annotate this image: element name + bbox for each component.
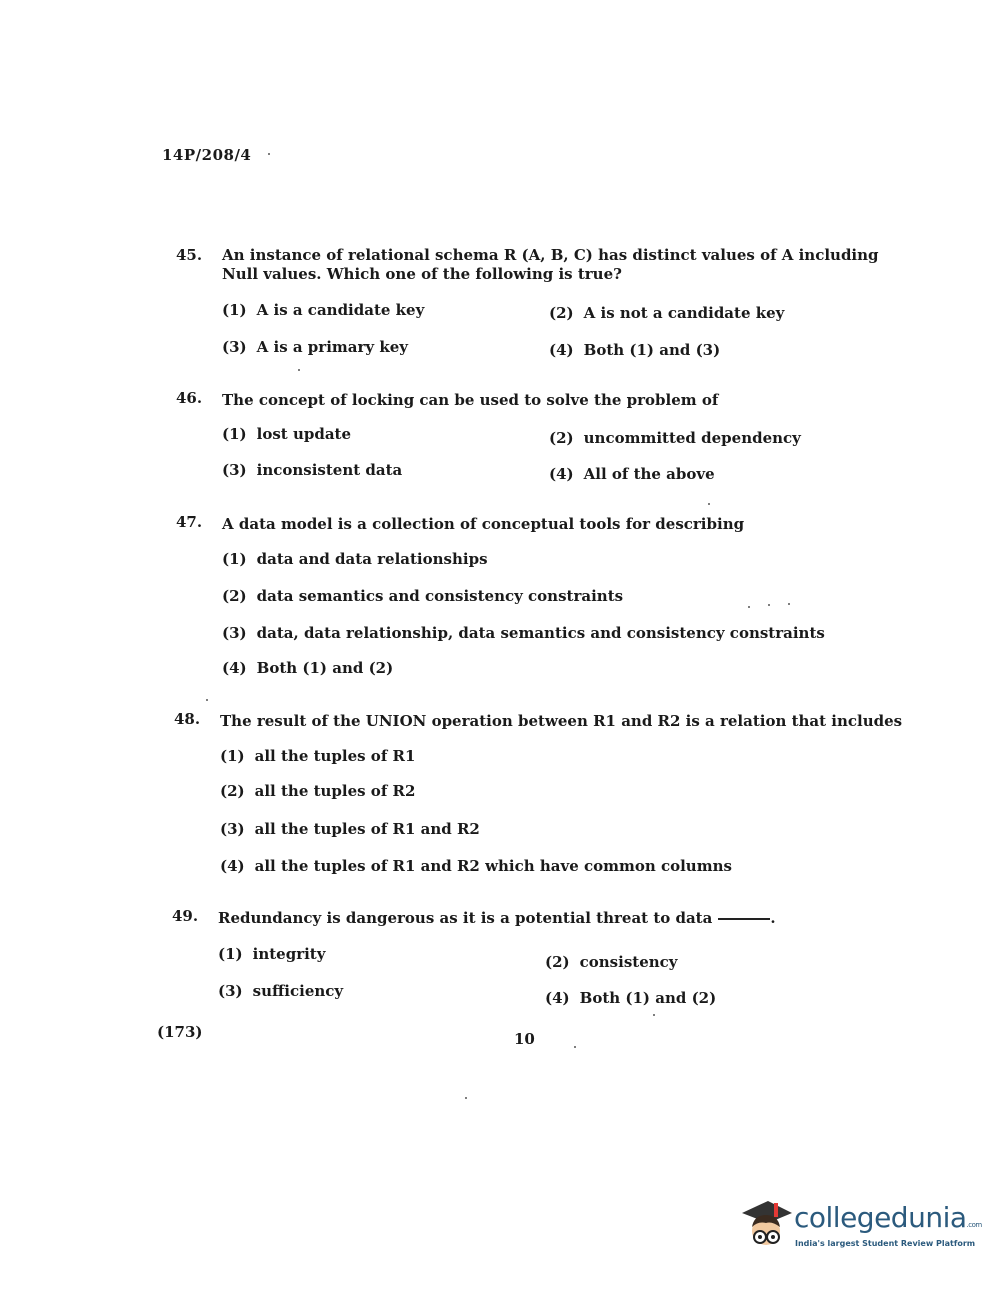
option-3 [222,461,402,479]
option-4 [549,465,715,483]
question-number: 47. [176,513,203,531]
logo-suffix: .com [966,1221,982,1229]
option-text: consistency [579,953,678,971]
option-3 [222,338,408,356]
option-number: (3) [220,820,245,838]
option-text: sufficiency [252,982,344,1000]
option-text: A is a candidate key [256,301,425,319]
footer-code: (173) [157,1023,203,1041]
scan-speck [748,606,750,608]
option-number: (3) [222,624,247,642]
option-number: (1) [222,550,247,568]
option-text: integrity [252,945,326,963]
option-number: (4) [545,989,570,1007]
option-text: all the tuples of R1 and R2 [254,820,480,838]
option-number: (2) [549,304,574,322]
option-text: all the tuples of R1 and R2 which have common columns [254,857,732,875]
option-number: (1) [218,945,243,963]
option-text: inconsistent data [256,461,403,479]
option-3 [218,982,343,1000]
option-number: (3) [222,338,247,356]
option-3 [222,624,825,642]
option-number: (2) [222,587,247,605]
option-number: (4) [549,465,574,483]
option-1 [222,301,424,319]
option-number: (1) [222,301,247,319]
question-text: An instance of relational schema R (A, B, C) has distinct values of A including Null values. Which one of the following is true? [222,246,879,283]
option-1 [222,425,351,443]
mascot-icon [738,1197,794,1255]
option-2 [549,304,784,322]
question-text: The result of the UNION operation between R1 and R2 is a relation that includes [220,712,903,730]
option-text: Both (1) and (3) [583,341,721,359]
question-text: A data model is a collection of conceptual tools for describing [222,515,745,533]
option-number: (4) [222,659,247,677]
option-text: A is not a candidate key [583,304,785,322]
option-text: all the tuples of R1 [254,747,416,765]
option-2 [222,587,623,605]
option-4 [222,659,393,677]
question-text: The concept of locking can be used to solve the problem of [222,391,719,409]
scan-speck [465,1097,467,1099]
question-number: 45. [176,246,203,264]
option-text: all the tuples of R2 [254,782,416,800]
option-1 [222,550,488,568]
question-number: 49. [172,907,199,925]
option-1 [220,747,415,765]
option-number: (1) [222,425,247,443]
logo-name: collegedunia [794,1201,967,1234]
option-1 [218,945,325,963]
option-4 [549,341,720,359]
option-4 [220,857,732,875]
option-text: uncommitted dependency [583,429,801,447]
option-text: Both (1) and (2) [256,659,394,677]
scan-speck [206,699,208,701]
page-number: 10 [514,1030,535,1048]
question-number: 46. [176,389,203,407]
question-text-content: Redundancy is dangerous as it is a potential threat to data [218,909,713,927]
scan-speck [708,503,710,505]
option-text: A is a primary key [256,338,408,356]
collegedunia-logo [738,1197,982,1257]
option-number: (1) [220,747,245,765]
blank-line [718,918,770,920]
logo-tagline: India's largest Student Review Platform [795,1239,976,1248]
option-text: lost update [256,425,352,443]
option-number: (3) [222,461,247,479]
option-number: (2) [220,782,245,800]
option-number: (4) [549,341,574,359]
option-2 [545,953,678,971]
option-2 [549,429,801,447]
scan-speck [268,153,270,155]
option-number: (2) [545,953,570,971]
option-text: data and data relationships [256,550,488,568]
scan-speck [653,1014,655,1016]
scan-speck [298,369,300,371]
option-number: (3) [218,982,243,1000]
scan-speck [574,1046,576,1048]
paper-code: 14P/208/4 [162,146,252,164]
option-number: (2) [549,429,574,447]
scan-speck [768,604,770,606]
question-text: Redundancy is dangerous as it is a potential threat to data . [218,909,776,927]
option-2 [220,782,415,800]
scan-speck [788,603,790,605]
option-text: data, data relationship, data semantics and consistency constraints [256,624,825,642]
option-text: All of the above [583,465,715,483]
option-number: (4) [220,857,245,875]
question-number: 48. [174,710,201,728]
option-text: Both (1) and (2) [579,989,717,1007]
option-4 [545,989,716,1007]
option-text: data semantics and consistency constraints [256,587,624,605]
option-3 [220,820,480,838]
